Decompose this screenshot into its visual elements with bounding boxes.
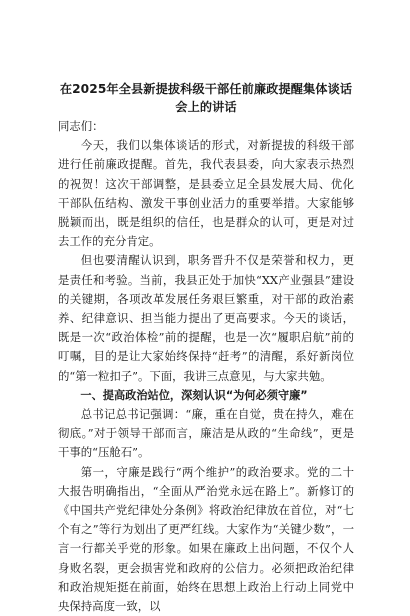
document-title: 在2025年全县新提拔科级干部任前廉政提醒集体谈话会上的讲话 [59,82,353,114]
paragraph-point-one: 第一，守廉是践行“两个维护”的政治要求。党的二十大报告明确指出，“全面从严治党永远在路上”。新修订的《中国共产党纪律处分条例》将政治纪律放在首位，对“七个有之”等行为划出了更严红线。大家作为“关键少数”，一言一行都关乎党的形象。如果在廉政上出问题，不仅个人身败名裂，更会损害党和政府的公信力。必须把政治纪律和政治规矩挺在前面，始终在思想上政治上行动上同党中央保持高度一致，以 [58,464,354,614]
document-body [58,80,354,616]
paragraph-intro: 今天，我们以集体谈话的形式，对新提拔的科级干部进行任前廉政提醒。首先，我代表县委，向大家表示热烈的祝贺！这次干部调整，是县委立足全县发展大局、优化干部队伍结构、激发干事创业活力的重要举措。大家能够脱颖而出，既是组织的信任，也是群众的认可，更是对过去工作的充分肯定。 [58,138,354,249]
paragraph-context: 但也要清醒认识到，职务晋升不仅是荣誉和权力，更是责任和考验。当前，我县正处于加快“XX产业强县”建设的关键期，各项改革发展任务艰巨繁重，对干部的政治素养、纪律意识、担当能力提出了更高要求。今天的谈话，既是一次“政治体检”前的提醒，也是一次“履职启航”前的叮嘱，目的是让大家始终保持“赶考”的清醒，系好新岗位的“第一粒扣子”。下面，我讲三点意见，与大家共勉。 [58,253,354,383]
paragraph-quote: 总书记总书记强调：“廉，重在自觉，贵在持久，难在彻底。”对于领导干部而言，廉洁是从政的“生命线”，更是干事的“压舱石”。 [58,407,354,460]
salutation: 同志们： [58,119,104,133]
section-heading: 一、提高政治站位，深刻认识“为何必须守廉” [80,388,308,402]
